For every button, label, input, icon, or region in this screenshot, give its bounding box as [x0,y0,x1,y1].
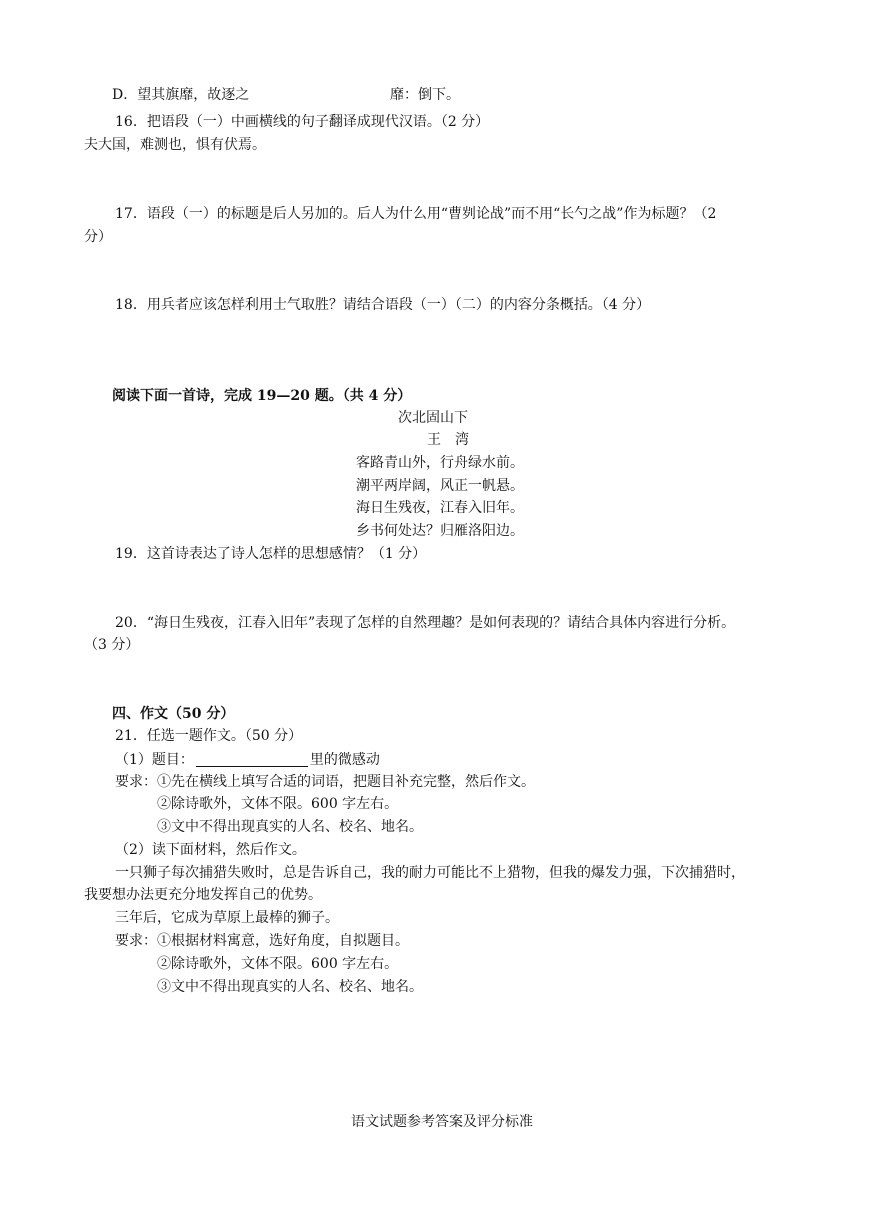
poem-instruction: 阅读下面一首诗，完成 19—20 题。（共 4 分） [112,388,412,404]
essay-option1-req3: ③文中不得出现真实的人名、校名、地名。 [157,819,423,835]
q17-stem-line1: 17．语段（一）的标题是后人另加的。后人为什么用“曹刿论战”而不用“长勺之战”作为标题？（2 [115,206,717,222]
q18-stem: 18．用兵者应该怎样利用士气取胜？请结合语段（一）（二）的内容分条概括。（4 分） [115,297,651,313]
essay-option2-intro: （2）读下面材料，然后作文。 [115,842,306,858]
q21-stem: 21．任选一题作文。（50 分） [115,728,303,744]
essay-option2-req2: ②除诗歌外，文体不限。600 字左右。 [157,956,399,972]
answer-key-title: 语文试题参考答案及评分标准 [351,1114,533,1130]
q16-sentence: 夫大国，难测也，惧有伏焉。 [84,137,266,153]
q19-stem: 19．这首诗表达了诗人怎样的思想感情？（1 分） [115,546,427,562]
q20-stem-line1: 20．“海日生残夜，江春入旧年”表现了怎样的自然理趣？是如何表现的？请结合具体内容进行分析。 [115,615,736,631]
poem-line-1: 客路青山外，行舟绿水前。 [356,455,524,471]
q15-option-d-gloss: 靡：倒下。 [390,87,460,103]
essay-option2-req3: ③文中不得出现真实的人名、校名、地名。 [157,979,423,995]
essay-option1-suffix: 里的微感动 [309,752,380,768]
poem-line-3: 海日生残夜，江春入旧年。 [356,500,524,516]
poem-author: 王 湾 [427,432,469,448]
essay-option1-req1 [115,775,535,789]
poem-title: 次北固山下 [398,410,468,426]
q17-stem-line2: 分） [84,229,112,245]
q20-stem-line2: （3 分） [84,637,140,653]
poem-line-4: 乡书何处达？归雁洛阳边。 [356,523,524,539]
essay-option1-req2: ②除诗歌外，文体不限。600 字左右。 [157,796,399,812]
essay-material-line1: 一只狮子每次捕猎失败时，总是告诉自己，我的耐力可能比不上猎物，但我的爆发力强，下次捕猎时， [115,865,745,881]
req-text: ①先在横线上填写合适的词语，把题目补充完整，然后作文。 [157,774,535,790]
essay-option2-req1 [115,934,409,948]
q16-stem: 16．把语段（一）中画横线的句子翻译成现代汉语。（2 分） [115,114,490,130]
essay-section-heading: 四、作文（50 分） [112,706,235,722]
essay-option1-title [115,752,380,767]
title-blank-line [196,752,308,767]
req-label: 要求： [115,774,157,790]
q15-option-d-text: D．望其旗靡，故逐之 [112,87,250,103]
essay-material-line3: 三年后，它成为草原上最棒的狮子。 [115,910,339,926]
essay-option1-prefix: （1）题目： [115,752,194,768]
essay-material-line2: 我要想办法更充分地发挥自己的优势。 [84,887,322,903]
req-text: ①根据材料寓意，选好角度，自拟题目。 [157,933,409,949]
req-label: 要求： [115,933,157,949]
q15-option-d [112,88,249,102]
poem-line-2: 潮平两岸阔，风正一帆悬。 [356,478,524,494]
